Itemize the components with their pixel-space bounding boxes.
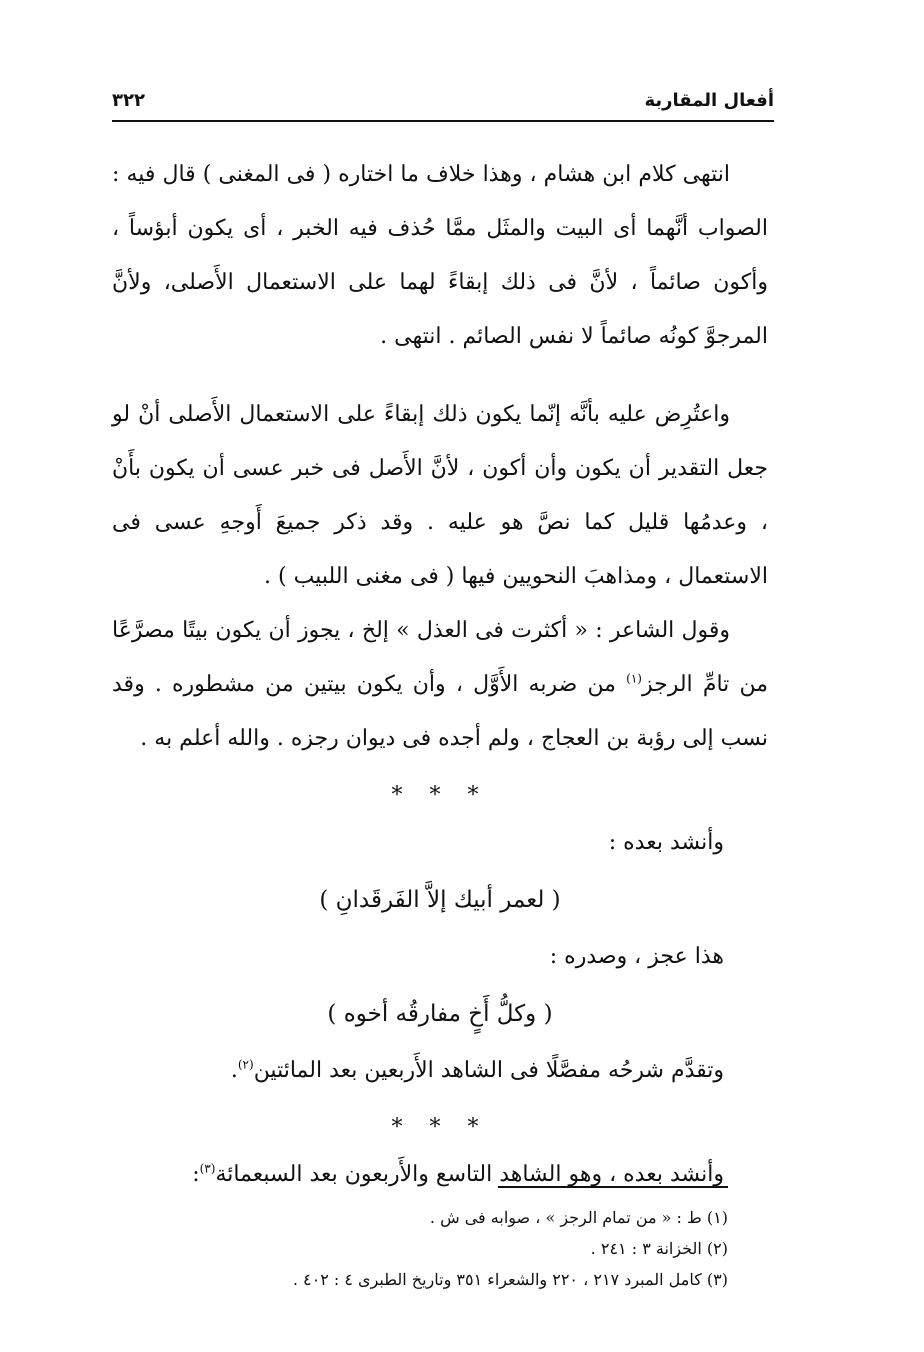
verse-2: ( وكلُّ أَخٍ مفارقُه أخوه )	[327, 1001, 553, 1027]
paragraph-3-text-a: وقول الشاعر : « أكثرت فى العذل » إلخ ، يجوز أن يكون بيتًا مصرَّعًا من تامِّ الرجز	[112, 618, 768, 697]
footnote-1: (١) ط : « من تمام الرجز » ، صوابه فى ش .	[429, 1208, 728, 1227]
footnote-divider	[498, 1186, 728, 1188]
paragraph-3-text-b: من ضربه الأَوَّل ، وأن يكون بيتين من مشطوره . وقد نسب إلى رؤبة بن العجاج ، ولم أجده فى ديوان رجزه . والله أعلم به .	[112, 672, 768, 751]
paragraph-1: انتهى كلام ابن هشام ، وهذا خلاف ما اختاره ( فى المغنى ) قال فيه : الصواب أنَّهما أى البيت والمثَل ممَّا حُذف فيه الخبر ، أى يكون أبؤساً ، وأكون صائماً ، لأنَّ فى ذلك إبقاءً لهما على الاستعمال الأَصلى، ولأنَّ المرجوَّ كونُه صائماً لا نفس الصائم . انتهى .	[112, 162, 768, 349]
commentary-line	[112, 1044, 768, 1098]
footnote-3: (٣) كامل المبرد ٢١٧ ، ٢٢٠ والشعراء ٣٥١ وتاريخ الطبرى ٤ : ٤٠٢ .	[292, 1270, 728, 1289]
footnotes	[168, 1202, 728, 1295]
intro-line-2: هذا عجز ، وصدره :	[549, 944, 724, 969]
footnote-2: (٢) الخزانة ٣ : ٢٤١ .	[590, 1239, 728, 1258]
page-number: ٣٢٢	[112, 90, 145, 111]
intro-line-4-text: وأنشد بعده ، وهو الشاهد التاسع والأَربعون بعد السبعمائة	[215, 1162, 724, 1187]
paragraph-3	[112, 604, 768, 766]
intro-line-1: وأنشد بعده :	[608, 830, 724, 855]
intro-line-4	[112, 1148, 768, 1202]
section-separator-1: * * *	[391, 783, 489, 808]
running-title: أفعال المقاربة	[644, 90, 774, 111]
section-separator-2: * * *	[391, 1115, 489, 1140]
page-header	[112, 82, 774, 122]
footnote-ref-3: (٣)	[199, 1161, 216, 1176]
intro-line-4-end: :	[192, 1162, 200, 1187]
commentary-end: .	[230, 1058, 238, 1083]
main-text	[112, 148, 768, 1202]
footnote-ref-2: (٢)	[237, 1057, 254, 1072]
commentary-text: وتقدَّم شرحُه مفصَّلًا فى الشاهد الأَربعين بعد المائتين	[253, 1058, 724, 1083]
paragraph-2: واعتُرِض عليه بأنَّه إنّما يكون ذلك إبقاءً على الاستعمال الأَصلى أنْ لو جعل التقدير أن يكون وأن أكون ، لأنَّ الأَصل فى خبر عسى أن يكون بأَنْ ، وعدمُها قليل كما نصَّ هو عليه . وقد ذكر جميعَ أَوجهِ عسى فى الاستعمال ، ومذاهبَ النحويين فيها ( فى مغنى اللبيب ) .	[112, 402, 768, 589]
footnote-ref-1: (١)	[626, 671, 642, 686]
verse-1: ( لعمر أبيك إلاَّ الفَرقَدانِ )	[319, 887, 561, 913]
